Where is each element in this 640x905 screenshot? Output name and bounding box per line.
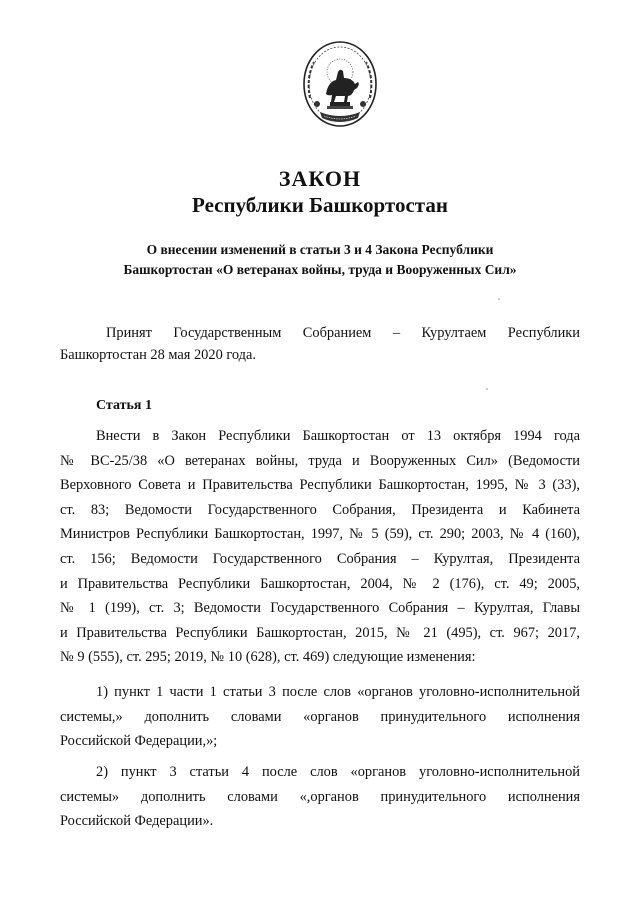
scan-speck [486,388,488,390]
article-line: ст. 156; Ведомости Государственного Собрания – Курултая, Президента [60,550,580,567]
adoption-line: Принят Государственным Собранием – Курултаем Республики [106,325,580,341]
document-title: ЗАКОН [278,166,362,191]
article-line: № 9 (555), ст. 295; 2019, № 10 (628), ст. 469) следующие изменения: [60,649,476,666]
item-line: системы,» дополнить словами «органов принудительного исполнения [60,708,580,725]
article-line: Министров Республики Башкортостан, 1997, № 5 (59), ст. 290; 2003, № 4 (160), [60,526,580,543]
article-title: Статья 1 [96,398,152,413]
article-line: Верховного Совета и Правительства Республики Башкортостан, 1995, № 3 (33), [60,477,580,494]
item-line: 2) пункт 3 статьи 4 после слов «органов уголовно-исполнительной [96,764,580,780]
amendment-item-2 [60,760,580,834]
adoption-line: Башкортостан 28 мая 2020 года. [60,347,256,363]
article-line: № 1 (199), ст. 3; Ведомости Государственного Собрания – Курултая, Главы [60,600,580,617]
item-line: Российской Федерации». [60,813,214,830]
article-line: Внести в Закон Республики Башкортостан от 13 октября 1994 года [96,428,580,444]
article-line: № ВС-25/38 «О ветеранах войны, труда и Вооруженных Сил» (Ведомости [60,452,580,469]
law-heading [60,240,580,280]
adoption-note [60,322,580,366]
item-line: Российской Федерации,»; [60,733,218,750]
bashkortostan-coat-of-arms-icon [300,38,380,138]
item-line: системы» дополнить словами «,органов принудительного исполнения [60,788,580,805]
article-body [60,424,580,670]
article-line: ст. 83; Ведомости Государственного Собрания, Президента и Кабинета [60,501,580,518]
article-line: и Правительства Республики Башкортостан, 2004, № 2 (176), ст. 49; 2005, [60,575,580,592]
law-heading-line: О внесении изменений в статьи 3 и 4 Закона Республики [146,242,494,257]
scan-speck [498,298,500,300]
amendment-item-1 [60,680,580,754]
document-subtitle: Республики Башкортостан [192,193,448,217]
item-line: 1) пункт 1 части 1 статьи 3 после слов «органов уголовно-исполнительной [96,684,580,700]
article-line: и Правительства Республики Башкортостан, 2015, № 21 (495), ст. 967; 2017, [60,624,580,641]
law-heading-line: Башкортостан «О ветеранах войны, труда и Вооруженных Сил» [123,262,517,277]
